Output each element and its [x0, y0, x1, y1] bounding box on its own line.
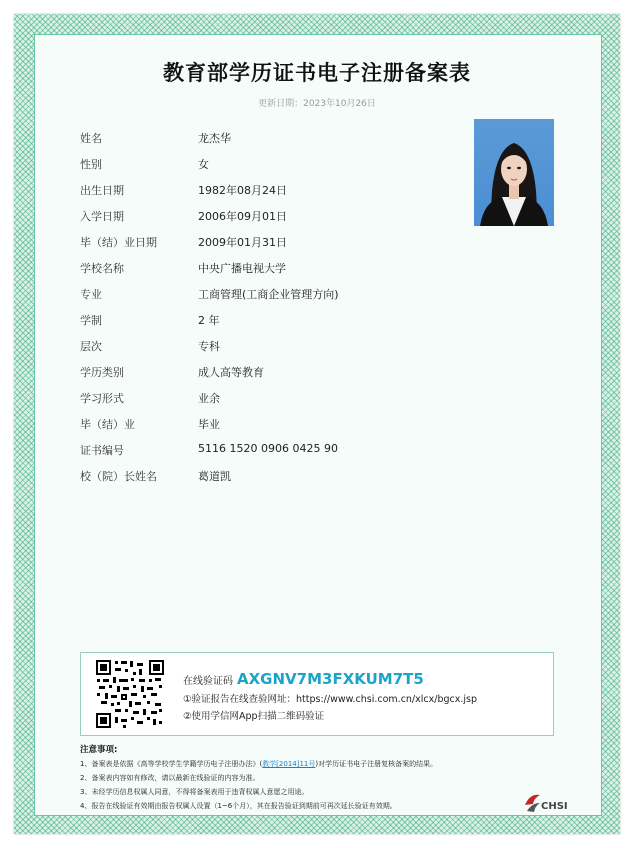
verification-code-label: 在线验证码: [183, 676, 233, 687]
id-photo: [474, 119, 554, 226]
note-1: [80, 759, 437, 769]
notes-title: 注意事项:: [80, 745, 118, 755]
field-value: 毕业: [198, 418, 220, 431]
field-value: 中央广播电视大学: [198, 262, 286, 275]
field-label: 专业: [80, 288, 102, 301]
field-label: 层次: [80, 340, 102, 353]
qr-code[interactable]: [95, 659, 165, 729]
field-label: 入学日期: [80, 210, 124, 223]
chsi-logo-text: CHSI: [541, 801, 568, 812]
field-value: 葛道凯: [198, 470, 231, 483]
update-date: 更新日期：2023年10月26日: [258, 99, 376, 109]
field-label: 学历类别: [80, 366, 124, 379]
note-1-pre: 1、备案表是依据《高等学校学生学籍学历电子注册办法》(: [80, 760, 263, 768]
note-1-post: )对学历证书电子注册复核备案的结果。: [315, 760, 438, 768]
note-2: 2、备案表内容如有修改，请以最新在线验证的内容为准。: [80, 774, 260, 782]
note-3: 3、未经学历信息权属人同意，不得将备案表用于违背权属人意愿之用途。: [80, 788, 309, 796]
field-value: 1982年08月24日: [198, 184, 287, 197]
field-value: 工商管理(工商企业管理方向): [198, 288, 339, 301]
verification-box: [80, 652, 554, 736]
field-value: 2006年09月01日: [198, 210, 287, 223]
field-label: 毕（结）业: [80, 418, 135, 431]
field-value: 专科: [198, 340, 220, 353]
document-title: 教育部学历证书电子注册备案表: [163, 61, 471, 85]
verification-code-line: [183, 670, 424, 688]
field-label: 学习形式: [80, 392, 124, 405]
field-label: 出生日期: [80, 184, 124, 197]
field-label: 学制: [80, 314, 102, 327]
field-value: 2009年01月31日: [198, 236, 287, 249]
field-value: 成人高等教育: [198, 366, 264, 379]
verification-app-line: ②使用学信网App扫描二维码验证: [183, 711, 325, 722]
verification-code: AXGNV7M3FXKUM7T5: [237, 670, 424, 688]
field-value: 龙杰华: [198, 132, 231, 145]
field-label: 校（院）长姓名: [80, 470, 157, 483]
field-label: 学校名称: [80, 262, 124, 275]
field-value: 5116 1520 0906 0425 90: [198, 442, 338, 455]
field-value: 2 年: [198, 314, 220, 327]
field-value: 女: [198, 158, 209, 171]
regulation-link[interactable]: 教学[2014]11号: [262, 760, 316, 768]
field-label: 证书编号: [80, 444, 124, 457]
note-4: 4、报告在线验证有效期由报告权属人设置（1~6个月），其在报告验证到期前可再次延长验证有效期。: [80, 802, 397, 810]
field-value: 业余: [198, 392, 220, 405]
field-label: 姓名: [80, 132, 102, 145]
field-label: 性别: [80, 158, 102, 171]
verification-url-line[interactable]: ①验证报告在线查验网址：https://www.chsi.com.cn/xlcx/bgcx.jsp: [183, 694, 477, 705]
field-label: 毕（结）业日期: [80, 236, 157, 249]
